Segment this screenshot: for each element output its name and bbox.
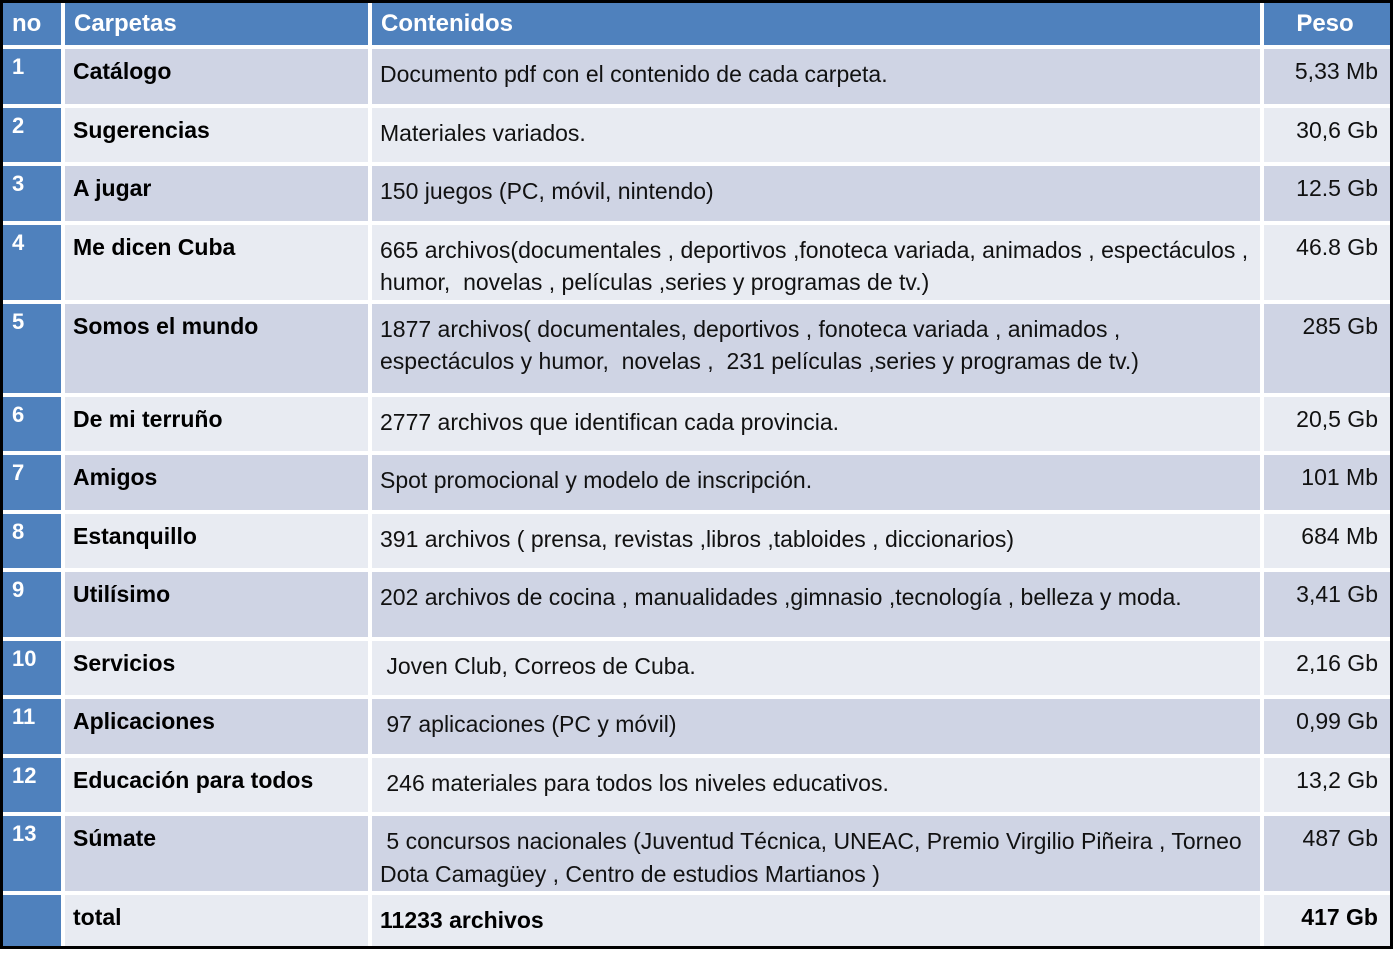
- table-row: [3, 166, 1390, 225]
- contents-cell: Materiales variados.: [372, 108, 1264, 167]
- size-cell: 285 Gb: [1264, 304, 1390, 397]
- table-row: [3, 514, 1390, 573]
- folder-name-cell: Utilísimo: [65, 572, 372, 641]
- table-row: [3, 816, 1390, 895]
- folder-name-cell: Me dicen Cuba: [65, 225, 372, 304]
- size-cell: 0,99 Gb: [1264, 699, 1390, 758]
- contents-cell: Documento pdf con el contenido de cada carpeta.: [372, 49, 1264, 108]
- folder-name-cell: total: [65, 895, 372, 946]
- contents-cell: 5 concursos nacionales (Juventud Técnica, UNEAC, Premio Virgilio Piñeira , Torneo Dota Camagüey , Centro de estudios Martianos ): [372, 816, 1264, 895]
- contents-cell: 665 archivos(documentales , deportivos ,fonoteca variada, animados , espectáculos , humor, novelas , películas ,series y programas de tv.): [372, 225, 1264, 304]
- table-row: [3, 304, 1390, 397]
- table-row: [3, 758, 1390, 817]
- contents-cell: 202 archivos de cocina , manualidades ,gimnasio ,tecnología , belleza y moda.: [372, 572, 1264, 641]
- contents-cell: 1877 archivos( documentales, deportivos , fonoteca variada , animados , espectáculos y humor, novelas , 231 películas ,series y programas de tv.): [372, 304, 1264, 397]
- row-number-cell: 11: [3, 699, 65, 758]
- table-row: [3, 49, 1390, 108]
- row-number-cell: 10: [3, 641, 65, 700]
- header-row: [3, 3, 1390, 49]
- table-row: [3, 572, 1390, 641]
- size-cell: 46.8 Gb: [1264, 225, 1390, 304]
- table-row: [3, 641, 1390, 700]
- row-number-cell: 9: [3, 572, 65, 641]
- folder-name-cell: De mi terruño: [65, 397, 372, 456]
- size-cell: 101 Mb: [1264, 455, 1390, 514]
- contents-cell: 97 aplicaciones (PC y móvil): [372, 699, 1264, 758]
- contents-cell: 150 juegos (PC, móvil, nintendo): [372, 166, 1264, 225]
- contents-cell: 246 materiales para todos los niveles educativos.: [372, 758, 1264, 817]
- folder-name-cell: Catálogo: [65, 49, 372, 108]
- folder-name-cell: Sugerencias: [65, 108, 372, 167]
- row-number-cell: 1: [3, 49, 65, 108]
- size-cell: 417 Gb: [1264, 895, 1390, 946]
- row-number-cell: 12: [3, 758, 65, 817]
- folder-name-cell: Somos el mundo: [65, 304, 372, 397]
- table-row: [3, 225, 1390, 304]
- size-cell: 487 Gb: [1264, 816, 1390, 895]
- folder-name-cell: Educación para todos: [65, 758, 372, 817]
- table-row: [3, 455, 1390, 514]
- row-number-cell: 8: [3, 514, 65, 573]
- size-cell: 5,33 Mb: [1264, 49, 1390, 108]
- column-header-contenidos: Contenidos: [372, 3, 1264, 49]
- contents-cell: 11233 archivos: [372, 895, 1264, 946]
- row-number-cell: [3, 895, 65, 946]
- size-cell: 2,16 Gb: [1264, 641, 1390, 700]
- size-cell: 30,6 Gb: [1264, 108, 1390, 167]
- contents-cell: 391 archivos ( prensa, revistas ,libros ,tabloides , diccionarios): [372, 514, 1264, 573]
- folder-name-cell: Servicios: [65, 641, 372, 700]
- size-cell: 12.5 Gb: [1264, 166, 1390, 225]
- row-number-cell: 7: [3, 455, 65, 514]
- size-cell: 13,2 Gb: [1264, 758, 1390, 817]
- size-cell: 3,41 Gb: [1264, 572, 1390, 641]
- contents-cell: 2777 archivos que identifican cada provincia.: [372, 397, 1264, 456]
- row-number-cell: 6: [3, 397, 65, 456]
- row-number-cell: 3: [3, 166, 65, 225]
- row-number-cell: 13: [3, 816, 65, 895]
- folder-name-cell: A jugar: [65, 166, 372, 225]
- size-cell: 684 Mb: [1264, 514, 1390, 573]
- folder-name-cell: Amigos: [65, 455, 372, 514]
- row-number-cell: 4: [3, 225, 65, 304]
- folder-name-cell: Aplicaciones: [65, 699, 372, 758]
- table-row: [3, 108, 1390, 167]
- column-header-no: no: [3, 3, 65, 49]
- size-cell: 20,5 Gb: [1264, 397, 1390, 456]
- folder-name-cell: Súmate: [65, 816, 372, 895]
- table-row: [3, 699, 1390, 758]
- row-number-cell: 5: [3, 304, 65, 397]
- contents-cell: Spot promocional y modelo de inscripción.: [372, 455, 1264, 514]
- column-header-peso: Peso: [1264, 3, 1390, 49]
- folder-name-cell: Estanquillo: [65, 514, 372, 573]
- row-number-cell: 2: [3, 108, 65, 167]
- total-row: [3, 895, 1390, 946]
- table-row: [3, 397, 1390, 456]
- folders-contents-table: [3, 3, 1390, 946]
- contents-cell: Joven Club, Correos de Cuba.: [372, 641, 1264, 700]
- column-header-carpetas: Carpetas: [65, 3, 372, 49]
